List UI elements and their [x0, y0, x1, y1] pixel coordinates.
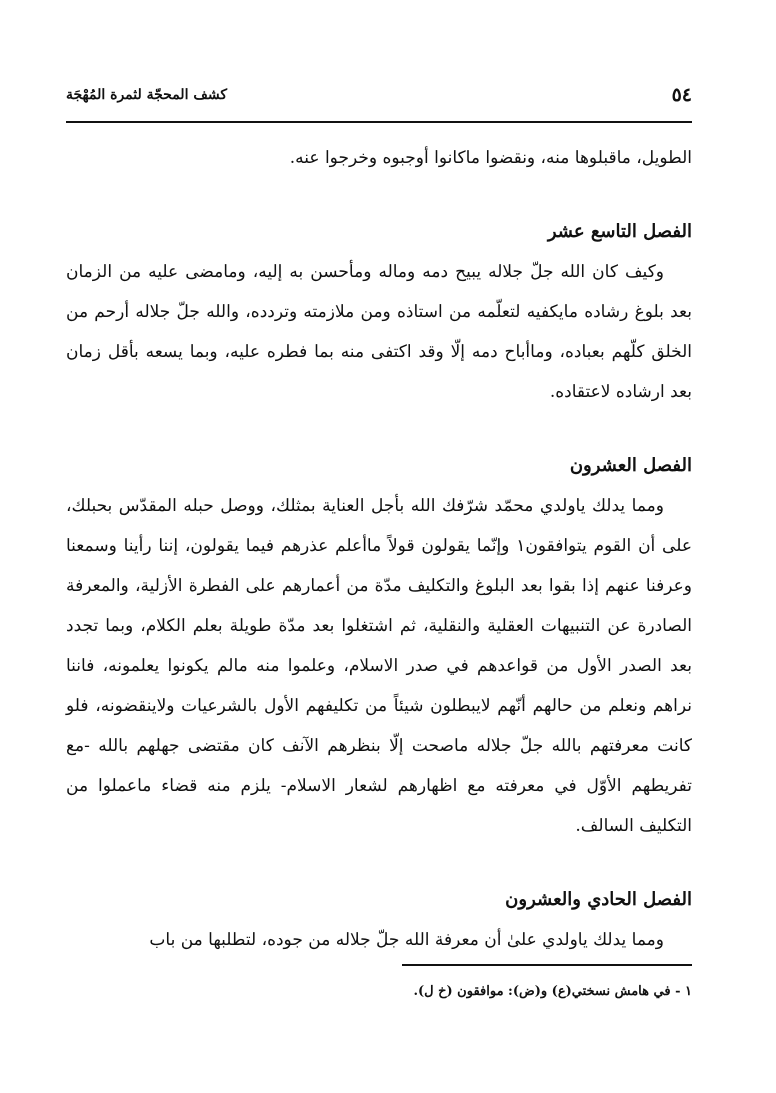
- running-title: كشف المحجّة لثمرة المُهْجَة: [66, 87, 227, 103]
- paragraph-chapter-21: ومما يدلك ياولدي علىٰ أن معرفة الله جلّ جلاله من جوده، لتطلبها من باب: [149, 930, 664, 950]
- paragraph-continuation: الطويل، ماقبلوها منه، ونقضوا ماكانوا أوجبوه وخرجوا عنه.: [289, 148, 692, 168]
- heading-chapter-20: الفصل العشرون: [569, 455, 692, 476]
- footnote: ١ - في هامش نسختي(ع) و(ض): موافقون (خ ل).: [413, 984, 692, 999]
- heading-chapter-19: الفصل التاسع عشر: [547, 221, 692, 242]
- paragraph-chapter-20: ومما يدلك ياولدي محمّد شرّفك الله بأجل العناية بمثلك، ووصل حبله المقدّس بحبلك، على أن القوم يتوافقون١ وإنّما يقولون قولاً ماأعلم عذرهم فيما يقولون، إننا رأينا وسمعنا وعرفنا عنهم إذا بقوا بعد البلوغ والتكليف مدّة من أعمارهم على الفطرة الأزلية، والمعرفة الصادرة عن التنبيهات العقلية والنقلية، ثم اشتغلوا بعد مدّة طويلة بعلم الكلام، وبما تجدد بعد الصدر الأول من قواعدهم في صدر الاسلام، وعلموا منه مالم يكونوا يعلمونه، فاننا نراهم ونعلم من حالهم أنّهم لايبطلون شيئاً من تكليفهم الأول بالشرعيات ولاينقضونه، فلو كانت معرفتهم بالله جلّ جلاله ماصحت إلّا بنظرهم الآنف كان مقتضى جهلهم بالله -مع تفريطهم الأوّل في معرفته مع اظهارهم لشعار الاسلام- يلزم منه قضاء ماعملوا من التكليف السالف.: [66, 496, 693, 836]
- footnote-rule: [402, 964, 692, 966]
- page-header: [66, 84, 692, 114]
- header-rule: [66, 121, 692, 123]
- paragraph-chapter-19: وكيف كان الله جلّ جلاله يبيح دمه وماله ومأحسن به إليه، ومامضى عليه من الزمان بعد بلوغ رشاده مايكفيه لتعلّمه من استاذه ومن ملازمته وتردده، والله جلّ جلاله أرحم من الخلق كلّهم بعباده، وماأباح دمه إلّا وقد اكتفى منه بما فطره عليه، وبما يسعه بأقل زمان بعد ارشاده لاعتقاده.: [66, 262, 692, 402]
- heading-chapter-21: الفصل الحادي والعشرون: [505, 889, 692, 910]
- page-number: ٥٤: [671, 84, 692, 106]
- body-text: [66, 138, 692, 960]
